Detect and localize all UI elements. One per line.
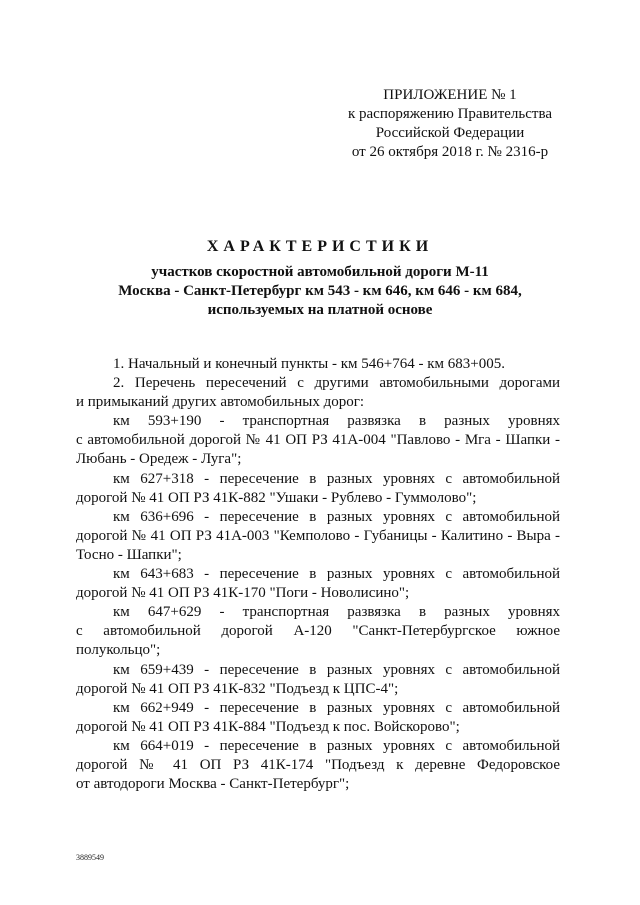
document-code: 3889549 — [76, 853, 104, 862]
document-title: ХАРАКТЕРИСТИКИ — [206, 238, 434, 255]
appendix-ref-line: Российской Федерации — [375, 125, 525, 141]
paragraph-line: полукольцо"; — [76, 642, 161, 659]
appendix-header — [330, 86, 570, 162]
paragraph-line: дорогой № 41 ОП РЗ 41К-832 "Подъезд к ЦПС-4"; — [76, 680, 399, 697]
paragraph-line: и примыканий других автомобильных дорог: — [76, 394, 365, 411]
subtitle-line: Москва - Санкт-Петербург км 543 - км 646, км 646 - км 684, — [118, 283, 522, 299]
paragraph-line: 2. Перечень пересечений с другими автомобильными дорогами — [113, 375, 560, 392]
document-body — [76, 355, 560, 794]
paragraph-line: 1. Начальный и конечный пункты - км 546+764 - км 683+005. — [113, 356, 505, 372]
appendix-date-number: от 26 октября 2018 г. № 2316-р — [351, 144, 549, 160]
appendix-ref-line: к распоряжению Правительства — [347, 106, 552, 122]
paragraph-line: км 662+949 - пересечение в разных уровнях с автомобильной — [113, 699, 560, 716]
paragraph-line: дорогой № 41 ОП РЗ 41К-884 "Подъезд к пос. Войскорово"; — [76, 718, 460, 735]
paragraph-line: дорогой № 41 ОП РЗ 41К-174 "Подъезд к деревне Федоровское — [76, 756, 560, 773]
paragraph-line: дорогой № 41 ОП РЗ 41К-882 "Ушаки - Рублево - Гуммолово"; — [76, 489, 477, 506]
document-subtitle — [80, 263, 560, 320]
paragraph-line: Любань - Оредеж - Луга"; — [76, 451, 242, 468]
paragraph-line: от автодороги Москва - Санкт-Петербург"; — [76, 776, 350, 793]
paragraph-line: км 647+629 - транспортная развязка в разных уровнях — [113, 604, 560, 621]
appendix-number: ПРИЛОЖЕНИЕ № 1 — [383, 87, 517, 103]
paragraph-line: Тосно - Шапки"; — [76, 546, 182, 563]
paragraph-line: км 643+683 - пересечение в разных уровнях с автомобильной — [113, 566, 560, 583]
paragraph-line: км 659+439 - пересечение в разных уровнях с автомобильной — [113, 661, 560, 678]
paragraph-line: км 593+190 - транспортная развязка в разных уровнях — [113, 413, 560, 430]
paragraph-line: дорогой № 41 ОП РЗ 41К-170 "Поги - Новолисино"; — [76, 585, 410, 602]
paragraph-line: км 636+696 - пересечение в разных уровнях с автомобильной — [113, 508, 560, 525]
subtitle-line: участков скоростной автомобильной дороги М-11 — [151, 264, 489, 280]
paragraph-line: км 627+318 - пересечение в разных уровнях с автомобильной — [113, 470, 560, 487]
paragraph-line: дорогой № 41 ОП РЗ 41А-003 "Кемполово - Губаницы - Калитино - Выра - — [76, 527, 560, 544]
paragraph-line: с автомобильной дорогой А-120 "Санкт-Петербургское южное — [76, 623, 560, 640]
subtitle-line: используемых на платной основе — [207, 302, 433, 318]
paragraph-line: км 664+019 - пересечение в разных уровнях с автомобильной — [113, 737, 560, 754]
paragraph-line: с автомобильной дорогой № 41 ОП РЗ 41А-004 "Павлово - Мга - Шапки - — [76, 432, 560, 449]
